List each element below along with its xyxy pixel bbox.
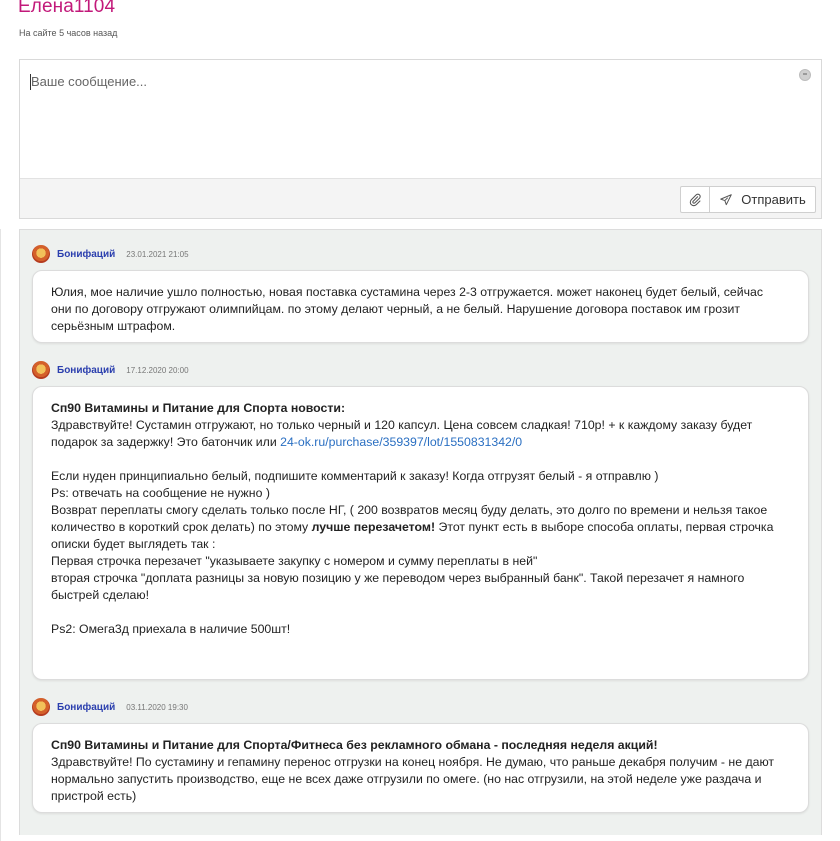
last-seen-status: На сайте 5 часов назад [19, 28, 118, 38]
message-line: Возврат переплаты смогу сделать только после НГ, ( 200 возвратов месяц буду делать, это долго по времени и нельзя такое [51, 503, 768, 517]
message-composer [19, 59, 822, 219]
message-bubble [32, 386, 809, 680]
message-header [32, 244, 189, 264]
send-label: Отправить [741, 192, 806, 207]
message-date: 17.12.2020 20:00 [126, 365, 189, 375]
purchase-link[interactable]: 24-ok.ru/purchase/359397/lot/1550831342/0 [280, 435, 523, 449]
message-header [32, 360, 189, 380]
message-line: Здравствуйте! По сустамину и гепамину перенос отгрузки на конец ноября. Не думаю, что раньше декабря получим - не дают [51, 755, 775, 769]
message-line: описки будет выглядеть так : [51, 537, 216, 551]
message-line: они по договору отгружают олимпийцам. по этому делают черный, а не белый. Нарушение договора поставок им грозит [51, 302, 741, 316]
message-bubble [32, 270, 809, 343]
message-date: 03.11.2020 19:30 [126, 702, 188, 712]
page-divider [0, 229, 1, 841]
message-line: Ps2: Омега3д приехала в наличие 500шт! [51, 622, 291, 636]
message-line: Здравствуйте! Сустамин отгружают, но только черный и 120 капсул. Цена совсем сладкая! 710р! + к каждому заказу будет [51, 418, 753, 432]
message-line: Если нуден принципиально белый, подпишите комментарий к заказу! Когда отгрузят белый - я отправлю ) [51, 469, 659, 483]
message-line: нормально запустить производство, еще не всех даже отгрузили по омеге. (но нас отгрузили, на этой неделе уже раздача и [51, 772, 762, 786]
message-feed [19, 229, 822, 835]
message-line: вторая строчка "доплата разницы за новую позицию у же переводом через выбранный банк". Такой перезачет я намного [51, 571, 745, 585]
message-header [32, 697, 188, 717]
message-title: Сп90 Витамины и Питание для Спорта/Фитнеса без рекламного обмана - последняя неделя акций! [51, 738, 658, 752]
message-line: подарок за задержку! Это батончик или 24-ok.ru/purchase/359397/lot/1550831342/0 [51, 435, 523, 449]
message-input[interactable]: Ваше сообщение... [31, 74, 148, 89]
avatar[interactable] [32, 698, 50, 716]
send-button[interactable] [709, 186, 816, 213]
author-name[interactable]: Бонифаций [57, 364, 116, 376]
emoji-icon[interactable] [799, 69, 811, 81]
message-date: 23.01.2021 21:05 [126, 249, 189, 259]
message-line: Юлия, мое наличие ушло полностью, новая поставка сустамина через 2-3 отгружается. может наконец будет белый, сейчас [51, 285, 763, 299]
message-line: количество в короткий срок делать) по этому лучше перезачетом! Этот пункт есть в выборе способа оплаты, первая строчка [51, 520, 774, 534]
message-line: Первая строчка перезачет "указываете закупку с номером и сумму переплаты в ней" [51, 554, 538, 568]
composer-toolbar [20, 178, 821, 218]
profile-username[interactable]: Елена1104 [18, 0, 116, 17]
paperclip-icon [688, 193, 702, 207]
message-line: быстрей сделаю! [51, 588, 150, 602]
message-line: Ps: отвечать на сообщение не нужно ) [51, 486, 270, 500]
message-bubble [32, 723, 809, 813]
paper-plane-icon [719, 193, 733, 207]
author-name[interactable]: Бонифаций [57, 248, 116, 260]
avatar[interactable] [32, 361, 50, 379]
message-line: пристрой есть) [51, 789, 137, 803]
message-line: серьёзным штрафом. [51, 319, 176, 333]
message-title: Сп90 Витамины и Питание для Спорта новости: [51, 401, 346, 415]
attach-button[interactable] [680, 186, 710, 213]
avatar[interactable] [32, 245, 50, 263]
author-name[interactable]: Бонифаций [57, 701, 116, 713]
